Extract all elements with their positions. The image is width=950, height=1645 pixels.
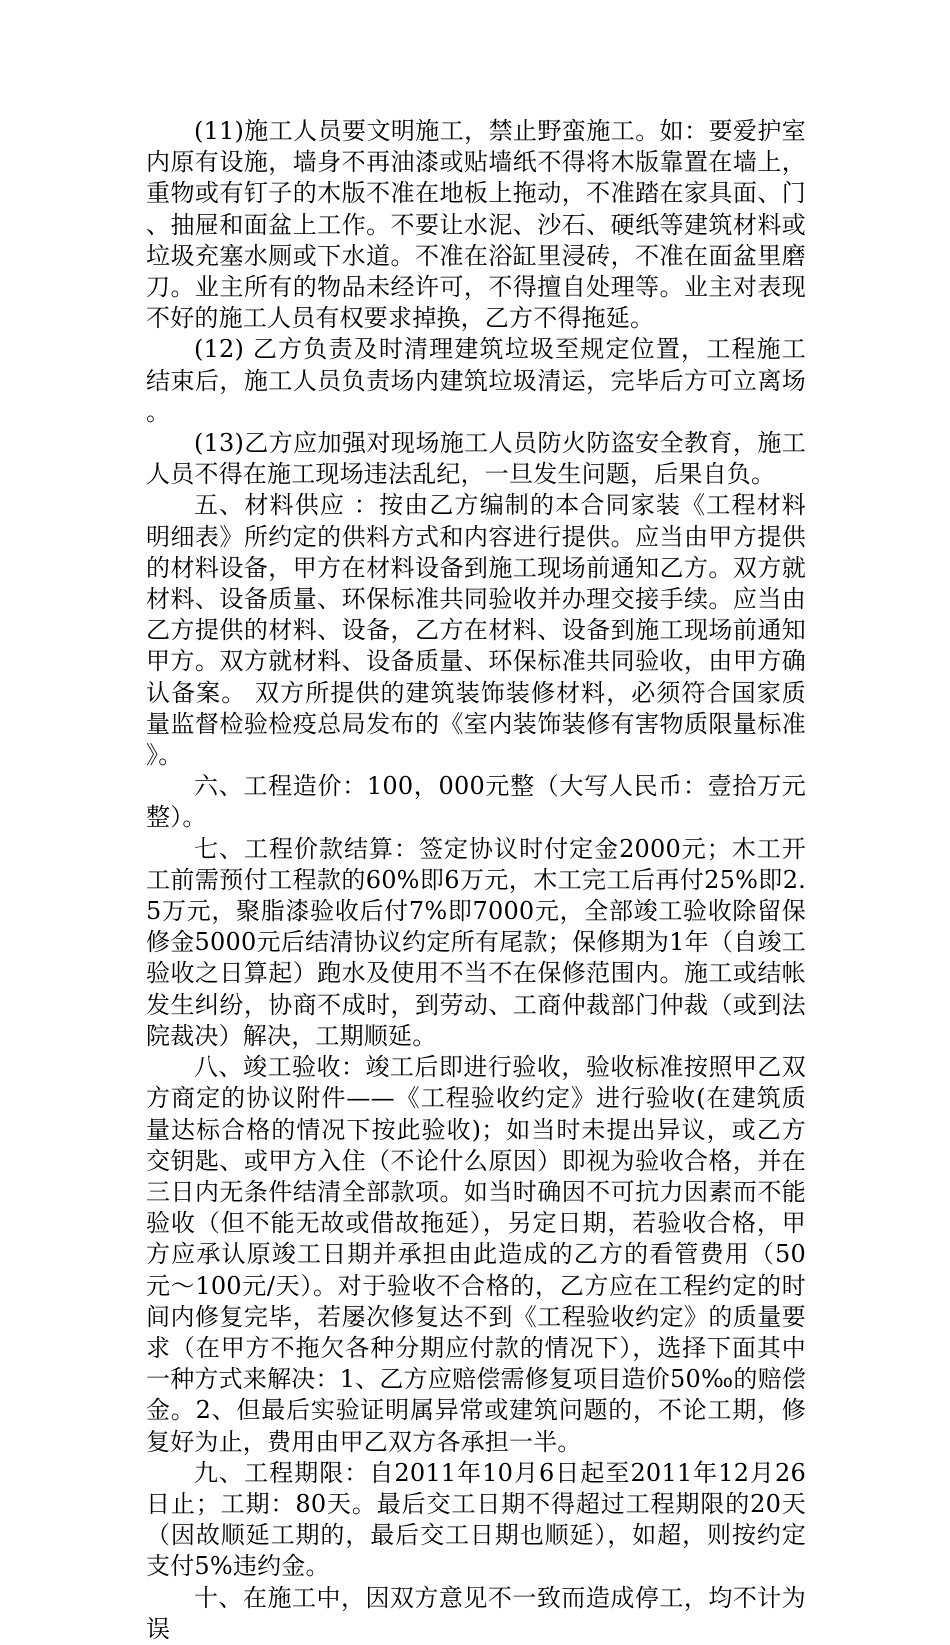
payment-settlement-paragraph: 七、工程价款结算：签定协议时付定金2000元；木工开工前需预付工程款的60%即6万元，木工完工后再付25%即2.5万元，聚脂漆验收后付7%即7000元，全部竣工验收除留保修金5000元后结清协议约定所有尾款；保修期为1年（自竣工验收之日算起）跑水及使用不当不在保修范围内。施工或结帐发生纠纷，协商不成时，到劳动、工商仲裁部门仲裁（或到法院裁决）解决，工期顺延。 bbox=[146, 834, 806, 1050]
clause-12-paragraph: (12) 乙方负责及时清理建筑垃圾至规定位置，工程施工结束后，施工人员负责场内建筑垃圾清运，完毕后方可立离场。 bbox=[146, 335, 806, 426]
document-page bbox=[146, 116, 806, 1645]
material-supply-paragraph: 五、材料供应 ：按由乙方编制的本合同家装《工程材料明细表》所约定的供料方式和内容进行提供。应当由甲方提供的材料设备，甲方在材料设备到施工现场前通知乙方。双方就材料、设备质量、环保标准共同验收并办理交接手续。应当由乙方提供的材料、设备，乙方在材料、设备到施工现场前通知甲方。双方就材料、设备质量、环保标准共同验收，由甲方确认备案。 双方所提供的建筑装饰装修材料，必须符合国家质量监督检验检疫总局发布的《室内装饰装修有害物质限量标准》。 bbox=[146, 491, 806, 770]
project-duration-paragraph: 九、工程期限：自2011年10月6日起至2011年12月26日止；工期：80天。最后交工日期不得超过工程期限的20天（因故顺延工期的，最后交工日期也顺延），如超，则按约定支付5%违约金。 bbox=[146, 1458, 806, 1581]
project-cost-paragraph: 六、工程造价：100，000元整（大写人民币：壹拾万元整）。 bbox=[146, 772, 806, 832]
completion-acceptance-paragraph: 八、竣工验收：竣工后即进行验收，验收标准按照甲乙双方商定的协议附件——《工程验收约定》进行验收(在建筑质量达标合格的情况下按此验收)；如当时未提出异议，或乙方交钥匙、或甲方入住（不论什么原因）即视为验收合格，并在三日内无条件结清全部款项。如当时确因不可抗力因素而不能验收（但不能无故或借故拖延），另定日期，若验收合格，甲方应承认原竣工日期并承担由此造成的乙方的看管费用（50元～100元/天）。对于验收不合格的，乙方应在工程约定的时间内修复完毕，若屡次修复达不到《工程验收约定》的质量要求（在甲方不拖欠各种分期应付款的情况下），选择下面其中一种方式来解决：1、乙方应赔偿需修复项目造价50‰的赔偿金。2、但最后实验证明属异常或建筑问题的，不论工期，修复好为止，费用由甲乙双方各承担一半。 bbox=[146, 1053, 806, 1456]
work-stoppage-paragraph: 十、在施工中，因双方意见不一致而造成停工，均不计为误 bbox=[146, 1583, 806, 1643]
clause-11-paragraph: (11)施工人员要文明施工，禁止野蛮施工。如：要爱护室内原有设施，墙身不再油漆或贴墙纸不得将木版靠置在墙上，重物或有钉子的木版不准在地板上拖动，不准踏在家具面、门、抽屉和面盆上工作。不要让水泥、沙石、硬纸等建筑材料或垃圾充塞水厕或下水道。不准在浴缸里浸砖，不准在面盆里磨刀。业主所有的物品未经许可，不得擅自处理等。业主对表现不好的施工人员有权要求掉换，乙方不得拖延。 bbox=[146, 117, 806, 333]
clause-13-paragraph: (13)乙方应加强对现场施工人员防火防盗安全教育，施工人员不得在施工现场违法乱纪，一旦发生问题，后果自负。 bbox=[146, 429, 806, 489]
